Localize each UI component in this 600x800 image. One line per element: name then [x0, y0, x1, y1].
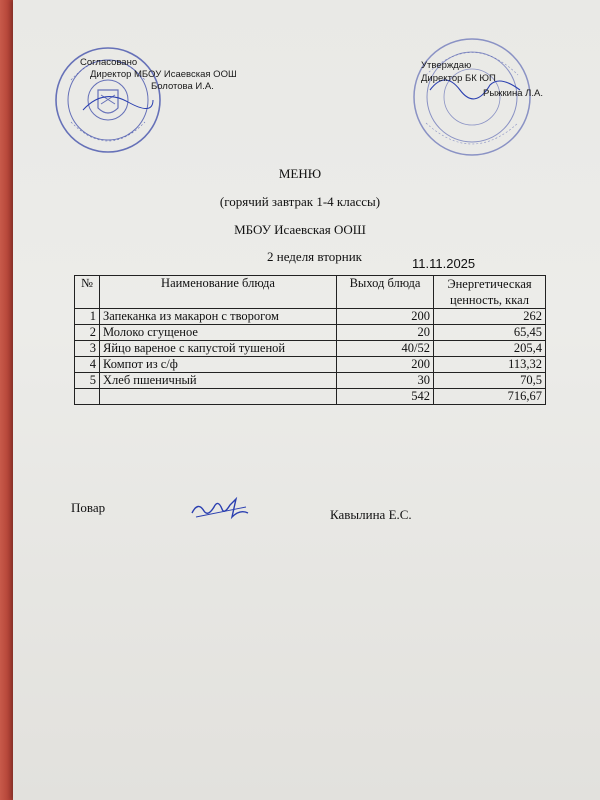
week-day: 2 неделя вторник — [267, 249, 362, 264]
row-portion: 200 — [337, 309, 434, 325]
menu-title: МЕНЮ — [278, 166, 322, 181]
table-row — [75, 341, 546, 357]
row-energy: 262 — [434, 309, 546, 325]
left-approval-line1: Согласовано — [80, 57, 138, 68]
row-dish-name: Хлеб пшеничный — [100, 373, 337, 389]
table-row — [75, 325, 546, 341]
school-name: МБОУ Исаевская ООШ — [234, 222, 366, 237]
table-row — [75, 357, 546, 373]
menu-date: 11.11.2025 — [412, 256, 476, 271]
row-number: 5 — [75, 373, 100, 389]
row-number: 3 — [75, 341, 100, 357]
row-energy: 113,32 — [434, 357, 546, 373]
table-header-row — [75, 276, 546, 309]
row-number: 2 — [75, 325, 100, 341]
table-total-row — [75, 389, 546, 405]
row-portion: 200 — [337, 357, 434, 373]
total-energy: 716,67 — [434, 389, 546, 405]
right-approval-line1: Утверждаю — [421, 60, 472, 71]
row-number: 4 — [75, 357, 100, 373]
row-dish-name: Компот из с/ф — [100, 357, 337, 373]
header-number: № — [75, 276, 100, 309]
header-dish-name: Наименование блюда — [100, 276, 337, 309]
row-energy: 205,4 — [434, 341, 546, 357]
right-approval-line2: Директор БК ЮП — [421, 73, 496, 84]
header-energy: Энергетическая ценность, ккал — [434, 276, 546, 309]
row-portion: 30 — [337, 373, 434, 389]
header-portion: Выход блюда — [337, 276, 434, 309]
table-row — [75, 309, 546, 325]
menu-table — [74, 275, 546, 405]
total-portion: 542 — [337, 389, 434, 405]
row-portion: 40/52 — [337, 341, 434, 357]
cook-role: Повар — [71, 500, 106, 515]
left-approval-line2: Директор МБОУ Исаевская ООШ — [90, 69, 237, 80]
cook-signature — [188, 495, 258, 525]
table-row — [75, 373, 546, 389]
row-energy: 65,45 — [434, 325, 546, 341]
row-dish-name: Молоко сгущеное — [100, 325, 337, 341]
right-approval-line3: Рыжкина Л.А. — [483, 88, 544, 99]
row-portion: 20 — [337, 325, 434, 341]
menu-subtitle: (горячий завтрак 1-4 классы) — [219, 194, 381, 209]
left-approval-line3: Болотова И.А. — [151, 81, 214, 92]
total-name-empty — [100, 389, 337, 405]
row-energy: 70,5 — [434, 373, 546, 389]
cook-name: Кавылина Е.С. — [330, 507, 412, 522]
row-dish-name: Запеканка из макарон с творогом — [100, 309, 337, 325]
row-dish-name: Яйцо вареное с капустой тушеной — [100, 341, 337, 357]
row-number: 1 — [75, 309, 100, 325]
total-number-empty — [75, 389, 100, 405]
